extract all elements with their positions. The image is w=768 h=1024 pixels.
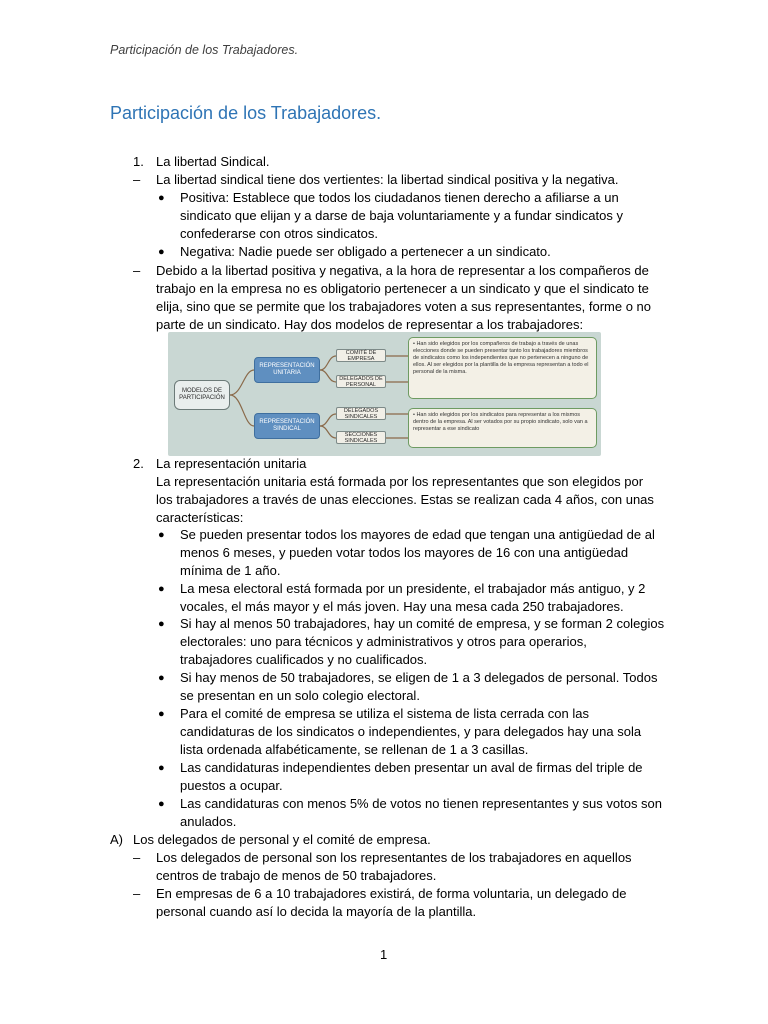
dash2-text — [156, 262, 651, 334]
text-line: trabajo en la empresa no es obligatorio pertenecer a un sindicato y que el sindicato te — [156, 281, 649, 296]
text-line: mínima de 1 año. — [180, 563, 281, 578]
dash-marker: – — [133, 886, 141, 901]
text-line: Se pueden presentar todos los mayores de edad que tengan una antigüedad de al — [180, 527, 655, 542]
text-line: Positiva: Establece que todos los ciudadanos tienen derecho a afiliarse a un — [180, 190, 619, 205]
text-line: trabajadores cualificados y no cualificados. — [180, 652, 428, 667]
s2-bullet-5 — [180, 705, 641, 759]
text-line: La representación unitaria está formada por los representantes que son elegidos por — [156, 474, 644, 489]
bullet-marker: ● — [158, 708, 165, 720]
s2-bullet-4 — [180, 669, 657, 705]
diagram-delegados-sindicales-box: DELEGADOS SINDICALES — [336, 407, 386, 420]
text-line: vocales, el más mayor y el más joven. Hay una mesa cada 250 trabajadores. — [180, 599, 624, 614]
text-line: centros de trabajo de menos de 50 trabajadores. — [156, 868, 437, 883]
text-line: Debido a la libertad positiva y negativa, a la hora de representar a los compañeros de — [156, 263, 649, 278]
bullet-marker: ● — [158, 618, 165, 630]
text-line: puestos a ocupar. — [180, 778, 283, 793]
diagram-root-box: MODELOS DE PARTICIPACIÓN — [174, 380, 230, 410]
text-line: los trabajadores a través de unas elecciones. Estas se realizan cada 4 años, con unas — [156, 492, 654, 507]
text-line: anulados. — [180, 814, 237, 829]
s2-bullet-3 — [180, 615, 664, 669]
diagram-note-sindical: • Han sido elegidos por los sindicatos para representar a los mismos dentro de la empresa. Al ser votados por su propio sindicato, solo van a representar a ese sindicato — [408, 408, 597, 448]
diagram-secciones-sindicales-box: SECCIONES SINDICALES — [336, 431, 386, 444]
section-a-dash-2 — [156, 885, 626, 921]
bullet-marker: ● — [158, 529, 165, 541]
bullet-marker: ● — [158, 672, 165, 684]
text-line: personal cuando así lo decida la mayoría de la plantilla. — [156, 904, 477, 919]
s2-bullet-6 — [180, 759, 643, 795]
text-line: sindicato que elijan y a darse de baja voluntariamente y a fundar sindicatos y — [180, 208, 623, 223]
section-1-title: La libertad Sindical. — [156, 154, 270, 169]
section-a-marker: A) — [110, 832, 123, 847]
section-1-marker: 1. — [133, 154, 144, 169]
bullet-marker: ● — [158, 583, 165, 595]
section-a-title: Los delegados de personal y el comité de empresa. — [133, 832, 431, 847]
text-line: En empresas de 6 a 10 trabajadores existirá, de forma voluntaria, un delegado de — [156, 886, 627, 901]
diagram-comite-box: COMITÉ DE EMPRESA — [336, 349, 386, 362]
diagram-delegados-personal-box: DELEGADOS DE PERSONAL — [336, 375, 386, 388]
dash-marker: – — [133, 263, 141, 278]
text-line: Si hay al menos 50 trabajadores, hay un comité de empresa, y se forman 2 colegios — [180, 616, 665, 631]
section-2-title: La representación unitaria — [156, 456, 307, 471]
dash1-text — [156, 171, 618, 189]
text-line: Para el comité de empresa se utiliza el sistema de lista cerrada con las — [180, 706, 589, 721]
diagram-sindical-box: REPRESENTACIÓN SINDICAL — [254, 413, 320, 439]
s2-bullet-7 — [180, 795, 662, 831]
bullet-marker: ● — [158, 192, 165, 204]
page-number: 1 — [380, 947, 388, 962]
text-line: candidaturas de los sindicatos o independientes, y para delegados hay una sola — [180, 724, 642, 739]
bullet-positiva — [180, 189, 623, 243]
text-line: lista ordenada alfabéticamente, se rellenan de 1 a 3 casillas. — [180, 742, 529, 757]
bullet-marker: ● — [158, 762, 165, 774]
bullet-marker: ● — [158, 798, 165, 810]
text-line: La mesa electoral está formada por un presidente, el trabajador más antiguo, y 2 — [180, 581, 646, 596]
text-line: Los delegados de personal son los representantes de los trabajadores en aquellos — [156, 850, 632, 865]
text-line: elija, sino que se permite que los trabajadores voten a sus representantes, forme o no — [156, 299, 652, 314]
dash-marker: – — [133, 172, 141, 187]
bullet-negativa — [180, 243, 551, 261]
text-line: se presentan en un solo colegio electoral. — [180, 688, 420, 703]
section-2-marker: 2. — [133, 456, 144, 471]
diagram-note-unitaria: • Han sido elegidos por los compañeros de trabajo a través de unas elecciones donde se pueden presentar tanto los trabajadores miembros de sindicatos como los independientes que no pertenecen a ninguno de ellos. Al ser elegidos por la plantilla de la empresa representan a todo el personal de la misma. — [408, 337, 597, 399]
text-line: Las candidaturas con menos 5% de votos no tienen representantes y sus votos son — [180, 796, 663, 811]
bullet-marker: ● — [158, 246, 165, 258]
text-line: confederarse con otros sindicatos. — [180, 226, 378, 241]
text-line: menos 6 meses, y pueden votar todos los mayores de 16 con una antigüedad — [180, 545, 629, 560]
s2-bullet-2 — [180, 580, 645, 616]
section-2-paragraph — [156, 473, 654, 527]
section-a-dash-1 — [156, 849, 632, 885]
text-line: características: — [156, 510, 244, 525]
text-line: parte de un sindicato. Hay dos modelos de representar a los trabajadores: — [156, 317, 584, 332]
dash-marker: – — [133, 850, 141, 865]
participation-models-diagram — [168, 332, 601, 456]
text-line: La libertad sindical tiene dos vertientes: la libertad sindical positiva y la negativa. — [156, 172, 619, 187]
document-title: Participación de los Trabajadores. — [110, 103, 382, 123]
text-line: electorales: uno para técnicos y administrativos y otros para operarios, — [180, 634, 587, 649]
text-line: Las candidaturas independientes deben presentar un aval de firmas del triple de — [180, 760, 643, 775]
s2-bullet-1 — [180, 526, 655, 580]
page-header: Participación de los Trabajadores. — [110, 43, 299, 57]
text-line: Si hay menos de 50 trabajadores, se eligen de 1 a 3 delegados de personal. Todos — [180, 670, 658, 685]
text-line: Negativa: Nadie puede ser obligado a pertenecer a un sindicato. — [180, 244, 551, 259]
diagram-unitaria-box: REPRESENTACIÓN UNITARIA — [254, 357, 320, 383]
